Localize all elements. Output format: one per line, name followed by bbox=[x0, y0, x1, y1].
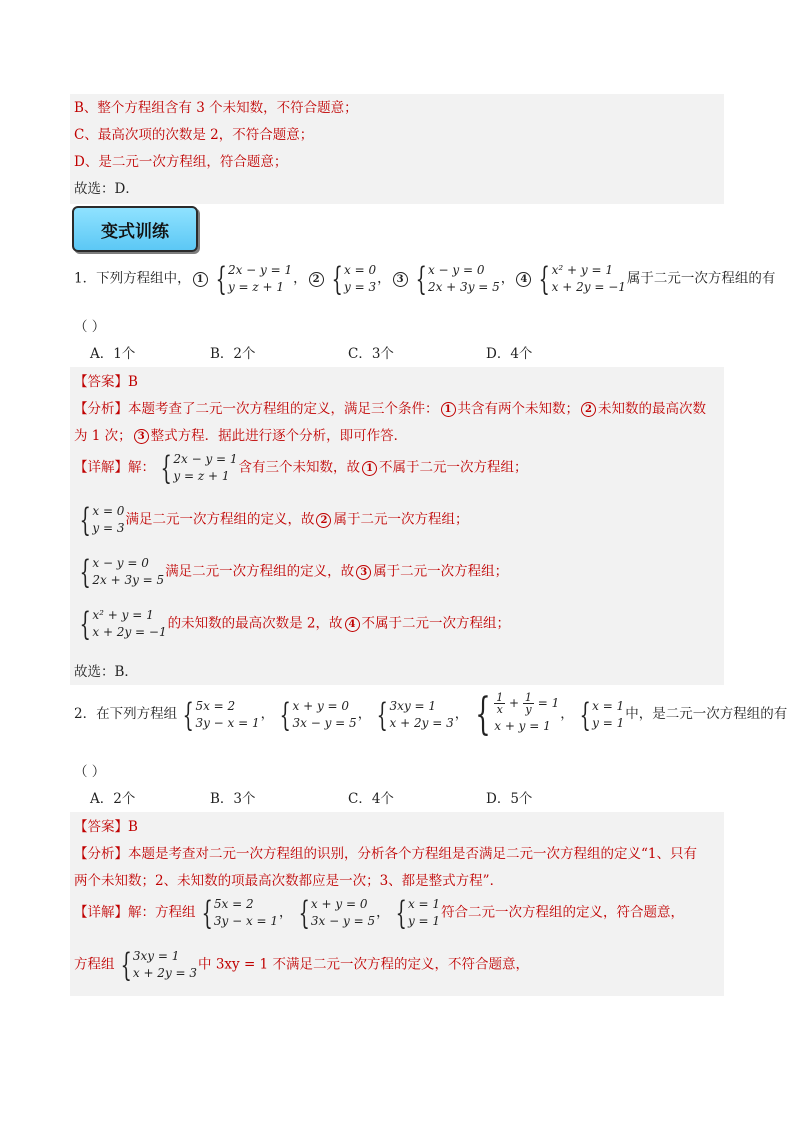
q1-detail-1: 【详解】解： { 2x − y = 1 y = z + 1 含有三个未知数，故 1 不属于二元一次方程组； bbox=[74, 449, 528, 487]
q2-detail-2: 方程组 { 3xy = 1 x + 2y = 3 中 3xy = 1 不满足二元一次方程的定义，不符合题意， bbox=[74, 946, 529, 984]
q1-system-4: { x² + y = 1 x + 2y = −1 bbox=[538, 260, 626, 298]
q1-number: 1．下列方程组中， bbox=[74, 270, 191, 287]
section-badge: 变式训练 bbox=[72, 206, 198, 252]
q1-option-a: A．1个 bbox=[90, 346, 136, 362]
q2-option-d: D．5个 bbox=[486, 791, 533, 807]
q1-detail-2: { x = 0 y = 3 满足二元一次方程组的定义，故 2 属于二元一次方程组； bbox=[79, 501, 469, 539]
q1-answer: 【答案】B bbox=[74, 374, 138, 390]
q1-detail-4: { x² + y = 1 x + 2y = −1 的未知数的最高次数是 2，故 4 不属于二元一次方程组； bbox=[79, 605, 510, 643]
prev-line-b: B、整个方程组含有 3 个未知数，不符合题意； bbox=[74, 100, 358, 116]
q2-paren: （ ） bbox=[74, 764, 106, 780]
q2-option-b: B．3个 bbox=[210, 791, 256, 807]
q2-option-a: A．2个 bbox=[90, 791, 136, 807]
prev-choose: 故选：D． bbox=[74, 181, 139, 197]
q1-option-d: D．4个 bbox=[486, 346, 533, 362]
q2-analysis: 【分析】本题是考查对二元一次方程组的识别，分析各个方程组是否满足二元一次方程组的定义“1、只有 bbox=[74, 846, 697, 862]
q2-system-2: { x + y = 0 3x − y = 5 bbox=[279, 695, 357, 734]
q2-system-5: { x = 1 y = 1 bbox=[579, 695, 625, 734]
q1-paren: （ ） bbox=[74, 319, 106, 335]
q1-option-b: B．2个 bbox=[210, 346, 256, 362]
q2-stem: 2．在下列方程组 { 5x = 2 3y − x = 1 ， { x + y = 0 3x − y = 5 ， { 3xy = 1 x + 2y = 3 ， { $\frac{1}{x}$ + $\frac{1}{y}$ = 1 x + y = 1 ， { x = 1 y = 1 中，是二元一次方程组的有 bbox=[74, 688, 788, 740]
q1-stem: 1．下列方程组中， 1 { 2x − y = 1 y = z + 1 ， 2 { x = 0 y = 3 ， 3 { x − y = 0 2x + 3y = 5 ， 4 { x² + y = 1 x + 2y = −1 属于二元一次方程组的有 bbox=[74, 260, 776, 298]
q1-analysis-cont: 为 1 次； 3 整式方程．据此进行逐个分析，即可作答． bbox=[74, 428, 408, 444]
q2-detail-1: 【详解】解：方程组 { 5x = 2 3y − x = 1 ， { x + y = 0 3x − y = 5 ， { x = 1 y = 1 符合二元一次方程组的定义，符合题意， bbox=[74, 894, 685, 932]
prev-line-c: C、最高次项的次数是 2，不符合题意； bbox=[74, 127, 314, 143]
q2-system-4: { $\frac{1}{x}$ + $\frac{1}{y}$ = 1 x + y = 1 bbox=[475, 688, 560, 740]
q1-detail-3: { x − y = 0 2x + 3y = 5 满足二元一次方程组的定义，故 3 属于二元一次方程组； bbox=[79, 553, 509, 591]
q2-system-3: { 3xy = 1 x + 2y = 3 bbox=[376, 695, 454, 734]
circled-4: 4 bbox=[516, 272, 531, 287]
q2-system-1: { 5x = 2 3y − x = 1 bbox=[182, 695, 260, 734]
q1-analysis: 【分析】本题考查了二元一次方程组的定义，满足三个条件： 1 共含有两个未知数； 2 未知数的最高次数 bbox=[74, 401, 706, 417]
prev-line-d: D、是二元一次方程组，符合题意； bbox=[74, 154, 288, 170]
q1-system-2: { x = 0 y = 3 bbox=[331, 260, 377, 298]
circled-3: 3 bbox=[393, 272, 408, 287]
q1-system-3: { x − y = 0 2x + 3y = 5 bbox=[415, 260, 500, 298]
circled-2: 2 bbox=[309, 272, 324, 287]
q2-option-c: C．4个 bbox=[348, 791, 394, 807]
q1-choose: 故选：B． bbox=[74, 664, 138, 680]
q2-answer: 【答案】B bbox=[74, 819, 138, 835]
q1-option-c: C．3个 bbox=[348, 346, 394, 362]
q1-system-1: { 2x − y = 1 y = z + 1 bbox=[215, 260, 293, 298]
q1-suffix: 属于二元一次方程组的有 bbox=[626, 270, 776, 287]
circled-1: 1 bbox=[193, 272, 208, 287]
q2-analysis-cont: 两个未知数；2、未知数的项最高次数都应是一次；3、都是整式方程”． bbox=[74, 873, 504, 889]
